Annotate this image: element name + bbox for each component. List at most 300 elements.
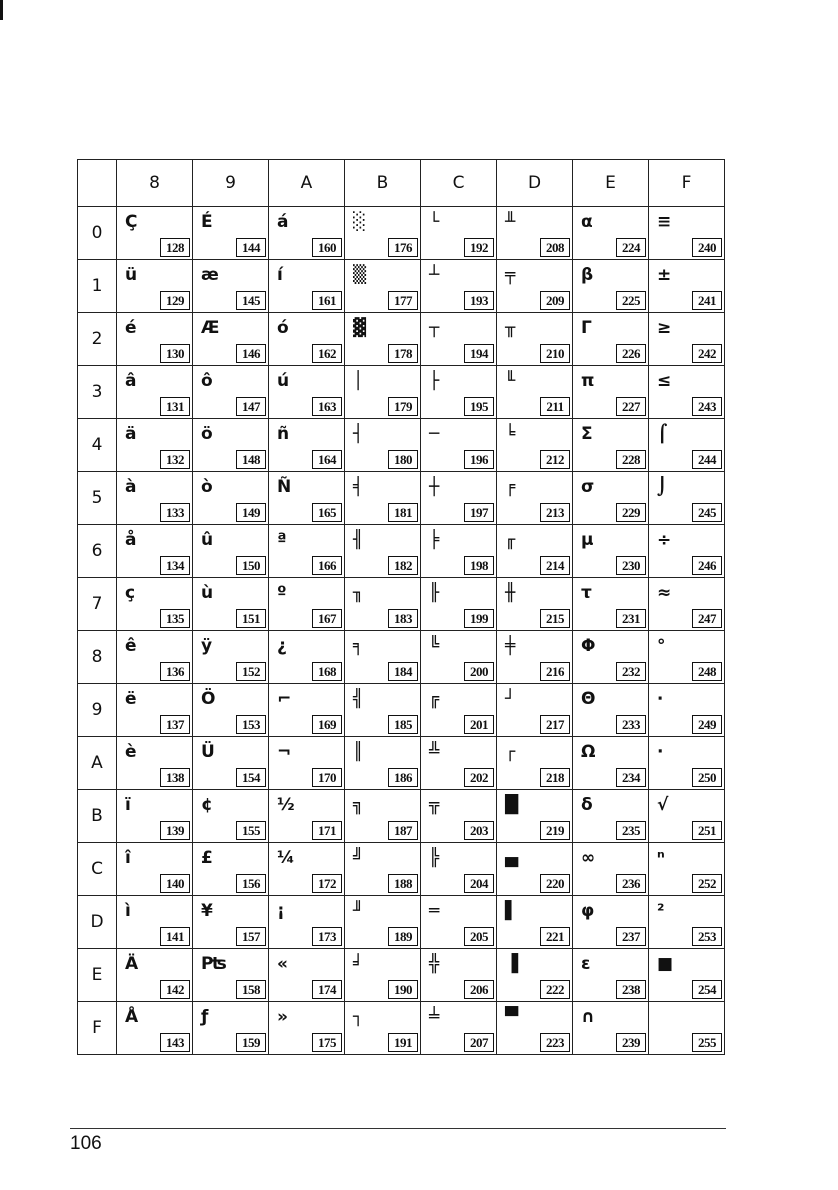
character-glyph: ▄ xyxy=(505,848,519,868)
character-glyph: » xyxy=(277,1007,288,1027)
character-cell xyxy=(269,313,345,366)
decimal-code-box: 137 xyxy=(160,715,190,734)
table-row xyxy=(78,737,725,790)
decimal-code-box: 215 xyxy=(540,609,570,628)
decimal-code-box: 236 xyxy=(616,874,646,893)
character-cell xyxy=(345,949,421,1002)
character-glyph: Ω xyxy=(581,742,596,762)
decimal-code-box: 231 xyxy=(616,609,646,628)
character-glyph: φ xyxy=(581,901,595,921)
character-glyph: ║ xyxy=(353,742,364,762)
character-cell xyxy=(269,684,345,737)
edge-mark xyxy=(0,0,3,20)
decimal-code-box: 173 xyxy=(312,927,342,946)
character-glyph: Ç xyxy=(125,212,138,232)
character-cell xyxy=(573,631,649,684)
character-glyph: ÿ xyxy=(201,636,213,656)
character-cell xyxy=(573,260,649,313)
decimal-code-box: 202 xyxy=(464,768,494,787)
character-cell xyxy=(345,260,421,313)
decimal-code-box: 186 xyxy=(388,768,418,787)
character-cell xyxy=(193,631,269,684)
decimal-code-box: 196 xyxy=(464,450,494,469)
decimal-code-box: 149 xyxy=(236,503,266,522)
character-cell xyxy=(649,366,725,419)
character-glyph: ≡ xyxy=(657,212,672,232)
table-row xyxy=(78,631,725,684)
character-cell xyxy=(573,896,649,949)
decimal-code-box: 228 xyxy=(616,450,646,469)
character-cell xyxy=(345,313,421,366)
decimal-code-box: 166 xyxy=(312,556,342,575)
decimal-code-box: 235 xyxy=(616,821,646,840)
decimal-code-box: 188 xyxy=(388,874,418,893)
character-cell xyxy=(193,737,269,790)
decimal-code-box: 187 xyxy=(388,821,418,840)
character-cell xyxy=(497,896,573,949)
decimal-code-box: 180 xyxy=(388,450,418,469)
table-row xyxy=(78,207,725,260)
character-glyph: ° xyxy=(657,636,666,656)
character-cell xyxy=(649,472,725,525)
decimal-code-box: 208 xyxy=(540,238,570,257)
decimal-code-box: 213 xyxy=(540,503,570,522)
character-glyph: ¥ xyxy=(201,901,213,921)
table-row xyxy=(78,472,725,525)
character-glyph: ╛ xyxy=(353,954,364,974)
character-cell xyxy=(421,472,497,525)
corner-cell xyxy=(78,160,117,207)
character-cell xyxy=(649,578,725,631)
row-header: E xyxy=(78,949,117,1002)
row-header: 4 xyxy=(78,419,117,472)
page-number: 106 xyxy=(70,1133,102,1154)
decimal-code-box: 170 xyxy=(312,768,342,787)
character-cell xyxy=(421,525,497,578)
character-glyph: ñ xyxy=(277,424,290,444)
character-glyph: ö xyxy=(201,424,213,444)
character-glyph: £ xyxy=(201,848,213,868)
character-glyph: ▐ xyxy=(505,954,519,974)
character-cell xyxy=(649,737,725,790)
character-glyph: ë xyxy=(125,689,137,709)
character-cell xyxy=(497,1002,573,1055)
character-cell xyxy=(193,949,269,1002)
decimal-code-box: 143 xyxy=(160,1033,190,1052)
character-cell xyxy=(193,896,269,949)
character-glyph: ⌡ xyxy=(657,477,668,497)
character-glyph: ░ xyxy=(353,212,367,232)
character-cell xyxy=(269,737,345,790)
decimal-code-box: 225 xyxy=(616,291,646,310)
character-cell xyxy=(117,896,193,949)
decimal-code-box: 217 xyxy=(540,715,570,734)
character-glyph: ¬ xyxy=(277,742,292,762)
character-glyph: β xyxy=(581,265,594,285)
character-glyph: ╨ xyxy=(505,212,516,232)
character-glyph: δ xyxy=(581,795,593,815)
decimal-code-box: 148 xyxy=(236,450,266,469)
character-glyph: â xyxy=(125,371,137,391)
character-glyph: ¢ xyxy=(201,795,213,815)
table-row xyxy=(78,419,725,472)
decimal-code-box: 158 xyxy=(236,980,266,999)
character-cell xyxy=(117,207,193,260)
character-cell xyxy=(193,366,269,419)
character-cell xyxy=(193,313,269,366)
character-cell xyxy=(193,790,269,843)
character-glyph: ╢ xyxy=(353,530,364,550)
decimal-code-box: 179 xyxy=(388,397,418,416)
character-glyph: ╩ xyxy=(429,742,440,762)
decimal-code-box: 131 xyxy=(160,397,190,416)
character-cell xyxy=(345,737,421,790)
decimal-code-box: 168 xyxy=(312,662,342,681)
character-cell xyxy=(421,578,497,631)
column-header: F xyxy=(649,160,725,207)
character-glyph: ¡ xyxy=(277,901,285,921)
decimal-code-box: 145 xyxy=(236,291,266,310)
decimal-code-box: 241 xyxy=(692,291,722,310)
decimal-code-box: 128 xyxy=(160,238,190,257)
character-cell xyxy=(421,313,497,366)
character-glyph: ú xyxy=(277,371,290,391)
character-cell xyxy=(573,419,649,472)
character-cell xyxy=(649,260,725,313)
character-cell xyxy=(421,843,497,896)
character-glyph: ù xyxy=(201,583,214,603)
decimal-code-box: 223 xyxy=(540,1033,570,1052)
decimal-code-box: 157 xyxy=(236,927,266,946)
character-glyph: Ä xyxy=(125,954,139,974)
character-cell xyxy=(421,260,497,313)
character-glyph: ┼ xyxy=(429,477,440,497)
decimal-code-box: 230 xyxy=(616,556,646,575)
decimal-code-box: 156 xyxy=(236,874,266,893)
character-glyph: │ xyxy=(353,371,364,391)
decimal-code-box: 190 xyxy=(388,980,418,999)
character-glyph: ½ xyxy=(277,795,295,815)
decimal-code-box: 203 xyxy=(464,821,494,840)
character-cell xyxy=(117,525,193,578)
decimal-code-box: 240 xyxy=(692,238,722,257)
row-header: 6 xyxy=(78,525,117,578)
decimal-code-box: 253 xyxy=(692,927,722,946)
character-glyph: à xyxy=(125,477,137,497)
character-glyph: º xyxy=(277,583,287,603)
decimal-code-box: 255 xyxy=(692,1033,722,1052)
character-cell xyxy=(649,843,725,896)
character-glyph: ì xyxy=(125,901,131,921)
character-cell xyxy=(269,207,345,260)
character-glyph: ╞ xyxy=(429,530,440,550)
character-cell xyxy=(269,1002,345,1055)
decimal-code-box: 204 xyxy=(464,874,494,893)
decimal-code-box: 182 xyxy=(388,556,418,575)
character-glyph: ╜ xyxy=(353,901,364,921)
character-cell xyxy=(497,313,573,366)
character-cell xyxy=(269,896,345,949)
character-cell xyxy=(117,631,193,684)
decimal-code-box: 181 xyxy=(388,503,418,522)
character-glyph: ┘ xyxy=(505,689,516,709)
character-cell xyxy=(193,578,269,631)
table-row xyxy=(78,843,725,896)
character-cell xyxy=(117,737,193,790)
decimal-code-box: 142 xyxy=(160,980,190,999)
character-glyph: ∞ xyxy=(581,848,596,868)
character-glyph: ╙ xyxy=(505,371,516,391)
character-cell xyxy=(497,260,573,313)
character-cell xyxy=(497,525,573,578)
character-glyph: ≥ xyxy=(657,318,672,338)
character-cell xyxy=(421,896,497,949)
table-row xyxy=(78,313,725,366)
character-glyph: · xyxy=(657,742,664,762)
character-glyph: Σ xyxy=(581,424,593,444)
decimal-code-box: 222 xyxy=(540,980,570,999)
character-glyph: ╫ xyxy=(505,583,516,603)
decimal-code-box: 226 xyxy=(616,344,646,363)
character-cell xyxy=(117,949,193,1002)
character-cell xyxy=(497,790,573,843)
decimal-code-box: 227 xyxy=(616,397,646,416)
character-cell xyxy=(345,366,421,419)
decimal-code-box: 164 xyxy=(312,450,342,469)
character-glyph: Γ xyxy=(581,318,592,338)
character-glyph: ═ xyxy=(429,901,440,921)
character-cell xyxy=(497,631,573,684)
decimal-code-box: 159 xyxy=(236,1033,266,1052)
table-row xyxy=(78,790,725,843)
character-cell xyxy=(345,525,421,578)
decimal-code-box: 129 xyxy=(160,291,190,310)
character-glyph: ≈ xyxy=(657,583,672,603)
table-row xyxy=(78,260,725,313)
decimal-code-box: 194 xyxy=(464,344,494,363)
decimal-code-box: 185 xyxy=(388,715,418,734)
character-glyph: û xyxy=(201,530,214,550)
character-cell xyxy=(497,684,573,737)
character-glyph: Æ xyxy=(201,318,220,338)
decimal-code-box: 162 xyxy=(312,344,342,363)
character-cell xyxy=(193,525,269,578)
character-cell xyxy=(193,207,269,260)
decimal-code-box: 153 xyxy=(236,715,266,734)
character-glyph: √ xyxy=(657,795,669,815)
character-cell xyxy=(269,949,345,1002)
character-cell xyxy=(345,578,421,631)
decimal-code-box: 199 xyxy=(464,609,494,628)
decimal-code-box: 183 xyxy=(388,609,418,628)
decimal-code-box: 200 xyxy=(464,662,494,681)
character-glyph: μ xyxy=(581,530,594,550)
character-glyph: ╧ xyxy=(429,1007,440,1027)
character-cell xyxy=(269,366,345,419)
decimal-code-box: 171 xyxy=(312,821,342,840)
character-glyph: è xyxy=(125,742,137,762)
character-cell xyxy=(117,790,193,843)
table-body xyxy=(78,207,725,1055)
decimal-code-box: 206 xyxy=(464,980,494,999)
character-glyph: ─ xyxy=(429,424,440,444)
decimal-code-box: 175 xyxy=(312,1033,342,1052)
character-cell xyxy=(345,1002,421,1055)
character-cell xyxy=(649,313,725,366)
decimal-code-box: 163 xyxy=(312,397,342,416)
row-header: F xyxy=(78,1002,117,1055)
character-cell xyxy=(345,790,421,843)
character-cell xyxy=(649,525,725,578)
character-glyph: É xyxy=(201,212,213,232)
character-glyph: ╕ xyxy=(353,636,364,656)
character-glyph: ┤ xyxy=(353,424,364,444)
decimal-code-box: 152 xyxy=(236,662,266,681)
character-cell xyxy=(497,472,573,525)
decimal-code-box: 135 xyxy=(160,609,190,628)
character-cell xyxy=(497,207,573,260)
decimal-code-box: 151 xyxy=(236,609,266,628)
decimal-code-box: 198 xyxy=(464,556,494,575)
character-glyph: ╬ xyxy=(429,954,440,974)
character-glyph: ∙ xyxy=(657,689,664,709)
character-cell xyxy=(649,790,725,843)
decimal-code-box: 144 xyxy=(236,238,266,257)
character-cell xyxy=(649,949,725,1002)
character-glyph: Ñ xyxy=(277,477,292,497)
decimal-code-box: 133 xyxy=(160,503,190,522)
character-glyph: α xyxy=(581,212,593,232)
decimal-code-box: 244 xyxy=(692,450,722,469)
decimal-code-box: 252 xyxy=(692,874,722,893)
column-header: D xyxy=(497,160,573,207)
character-glyph: ╔ xyxy=(429,689,440,709)
column-header: E xyxy=(573,160,649,207)
decimal-code-box: 250 xyxy=(692,768,722,787)
character-cell xyxy=(269,790,345,843)
decimal-code-box: 212 xyxy=(540,450,570,469)
decimal-code-box: 150 xyxy=(236,556,266,575)
table-row xyxy=(78,366,725,419)
decimal-code-box: 161 xyxy=(312,291,342,310)
decimal-code-box: 184 xyxy=(388,662,418,681)
character-glyph: ± xyxy=(657,265,672,285)
character-glyph: π xyxy=(581,371,595,391)
character-cell xyxy=(193,260,269,313)
character-glyph: å xyxy=(125,530,137,550)
decimal-code-box: 136 xyxy=(160,662,190,681)
row-header: 1 xyxy=(78,260,117,313)
row-header: A xyxy=(78,737,117,790)
character-cell xyxy=(649,896,725,949)
character-glyph: á xyxy=(277,212,289,232)
row-header: C xyxy=(78,843,117,896)
character-glyph: Θ xyxy=(581,689,596,709)
character-cell xyxy=(497,737,573,790)
row-header: 9 xyxy=(78,684,117,737)
character-glyph: ╥ xyxy=(505,318,516,338)
character-cell xyxy=(573,313,649,366)
character-cell xyxy=(269,260,345,313)
character-cell xyxy=(573,790,649,843)
character-glyph: ╣ xyxy=(353,689,364,709)
character-cell xyxy=(573,843,649,896)
decimal-code-box: 140 xyxy=(160,874,190,893)
decimal-code-box: 141 xyxy=(160,927,190,946)
character-cell xyxy=(573,684,649,737)
character-cell xyxy=(497,419,573,472)
character-glyph: ■ xyxy=(657,954,674,974)
decimal-code-box: 174 xyxy=(312,980,342,999)
footer-rule xyxy=(70,1128,726,1129)
decimal-code-box: 209 xyxy=(540,291,570,310)
character-cell xyxy=(421,1002,497,1055)
character-cell xyxy=(345,684,421,737)
decimal-code-box: 193 xyxy=(464,291,494,310)
character-glyph: ε xyxy=(581,954,591,974)
character-cell xyxy=(421,631,497,684)
decimal-code-box: 191 xyxy=(388,1033,418,1052)
decimal-code-box: 192 xyxy=(464,238,494,257)
character-glyph: ª xyxy=(277,530,287,550)
decimal-code-box: 172 xyxy=(312,874,342,893)
decimal-code-box: 207 xyxy=(464,1033,494,1052)
character-glyph: ò xyxy=(201,477,213,497)
character-cell xyxy=(117,843,193,896)
decimal-code-box: 197 xyxy=(464,503,494,522)
row-header: 2 xyxy=(78,313,117,366)
character-cell xyxy=(269,578,345,631)
character-glyph: ┴ xyxy=(429,265,440,285)
table-row xyxy=(78,1002,725,1055)
character-glyph: Ö xyxy=(201,689,216,709)
decimal-code-box: 220 xyxy=(540,874,570,893)
decimal-code-box: 216 xyxy=(540,662,570,681)
character-glyph: ç xyxy=(125,583,136,603)
character-glyph: ₧ xyxy=(201,954,227,974)
decimal-code-box: 177 xyxy=(388,291,418,310)
character-cell xyxy=(421,790,497,843)
decimal-code-box: 234 xyxy=(616,768,646,787)
table-row xyxy=(78,684,725,737)
character-glyph: ╟ xyxy=(429,583,440,603)
decimal-code-box: 254 xyxy=(692,980,722,999)
character-glyph: █ xyxy=(505,795,519,815)
character-glyph: ╠ xyxy=(429,848,440,868)
decimal-code-box: 139 xyxy=(160,821,190,840)
character-glyph: ▒ xyxy=(353,265,367,285)
character-cell xyxy=(421,366,497,419)
character-cell xyxy=(345,896,421,949)
character-cell xyxy=(573,949,649,1002)
decimal-code-box: 218 xyxy=(540,768,570,787)
character-glyph: Å xyxy=(125,1007,139,1027)
character-glyph: é xyxy=(125,318,137,338)
character-glyph: ╓ xyxy=(505,530,516,550)
character-glyph: î xyxy=(125,848,131,868)
character-cell xyxy=(573,366,649,419)
column-header: C xyxy=(421,160,497,207)
decimal-code-box: 176 xyxy=(388,238,418,257)
decimal-code-box: 249 xyxy=(692,715,722,734)
character-glyph: ╘ xyxy=(505,424,516,444)
character-cell xyxy=(269,843,345,896)
character-cell xyxy=(193,684,269,737)
decimal-code-box: 248 xyxy=(692,662,722,681)
character-cell xyxy=(497,843,573,896)
decimal-code-box: 232 xyxy=(616,662,646,681)
decimal-code-box: 201 xyxy=(464,715,494,734)
